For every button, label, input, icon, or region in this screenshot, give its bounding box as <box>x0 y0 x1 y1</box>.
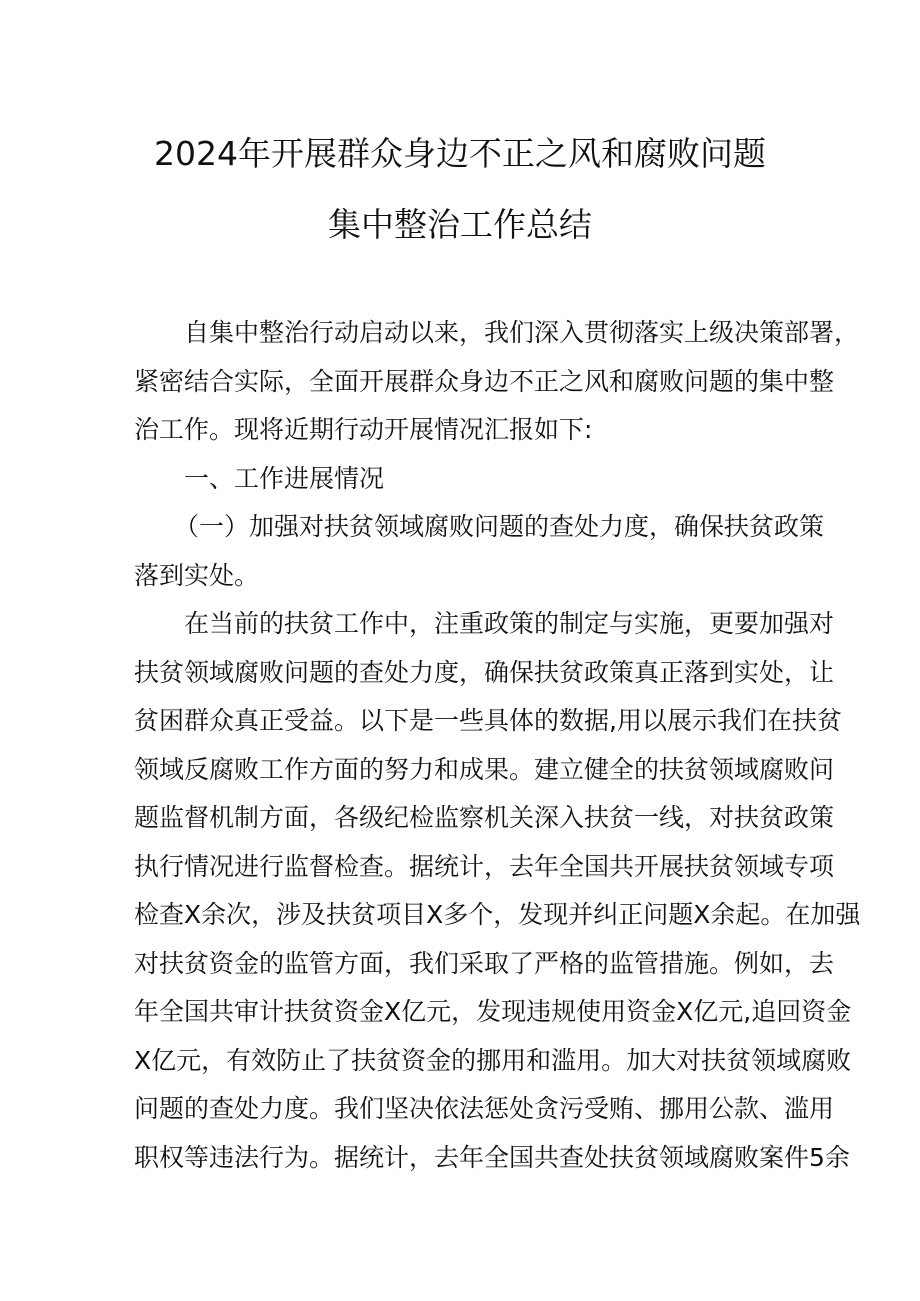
body-line-7: 在当前的扶贫工作中，注重政策的制定与实施，更要加强对 <box>184 609 835 638</box>
body-line-3: 治工作。现将近期行动开展情况汇报如下: <box>134 415 593 444</box>
body-line-18: 职权等违法行为。据统计，去年全国共查处扶贫领域腐败案件5余 <box>134 1142 850 1172</box>
body-line-10: 领域反腐败工作方面的努力和成果。建立健全的扶贫领域腐败问 <box>134 754 835 784</box>
subsection-heading-line-1: （一）加强对扶贫领域腐败问题的查处力度，确保扶贫政策 <box>174 512 825 541</box>
body-line-14: 对扶贫资金的监管方面，我们采取了严格的监管措施。例如，去 <box>134 948 835 978</box>
section-heading-1: 一、工作进展情况 <box>184 463 385 493</box>
body-line-15: 年全国共审计扶贫资金X亿元，发现违规使用资金X亿元,追回资金 <box>134 997 852 1026</box>
document-title-line-2: 集中整治工作总结 <box>328 205 592 244</box>
body-line-1: 自集中整治行动启动以来，我们深入贯彻落实上级决策部署， <box>184 318 860 347</box>
body-line-17: 问题的查处力度。我们坚决依法惩处贪污受贿、挪用公款、滥用 <box>134 1094 835 1123</box>
body-line-12: 执行情况进行监督检查。据统计，去年全国共开展扶贫领域专项 <box>134 851 835 881</box>
subsection-heading-line-2: 落到实处。 <box>134 560 260 590</box>
body-line-16: X亿元，有效防止了扶贫资金的挪用和滥用。加大对扶贫领域腐败 <box>134 1045 852 1075</box>
body-line-11: 题监督机制方面，各级纪检监察机关深入扶贫一线，对扶贫政策 <box>134 803 835 832</box>
body-line-9: 贫困群众真正受益。以下是一些具体的数据,用以展示我们在扶贫 <box>134 706 842 735</box>
body-line-2: 紧密结合实际，全面开展群众身边不正之风和腐败问题的集中整 <box>134 366 835 396</box>
document-title-line-1: 2024年开展群众身边不正之风和腐败问题 <box>154 134 766 173</box>
body-line-13: 检查X余次，涉及扶贫项目X多个，发现并纠正问题X余起。在加强 <box>134 900 861 929</box>
document-body <box>134 317 861 1190</box>
body-line-8: 扶贫领域腐败问题的查处力度，确保扶贫政策真正落到实处，让 <box>134 657 835 687</box>
